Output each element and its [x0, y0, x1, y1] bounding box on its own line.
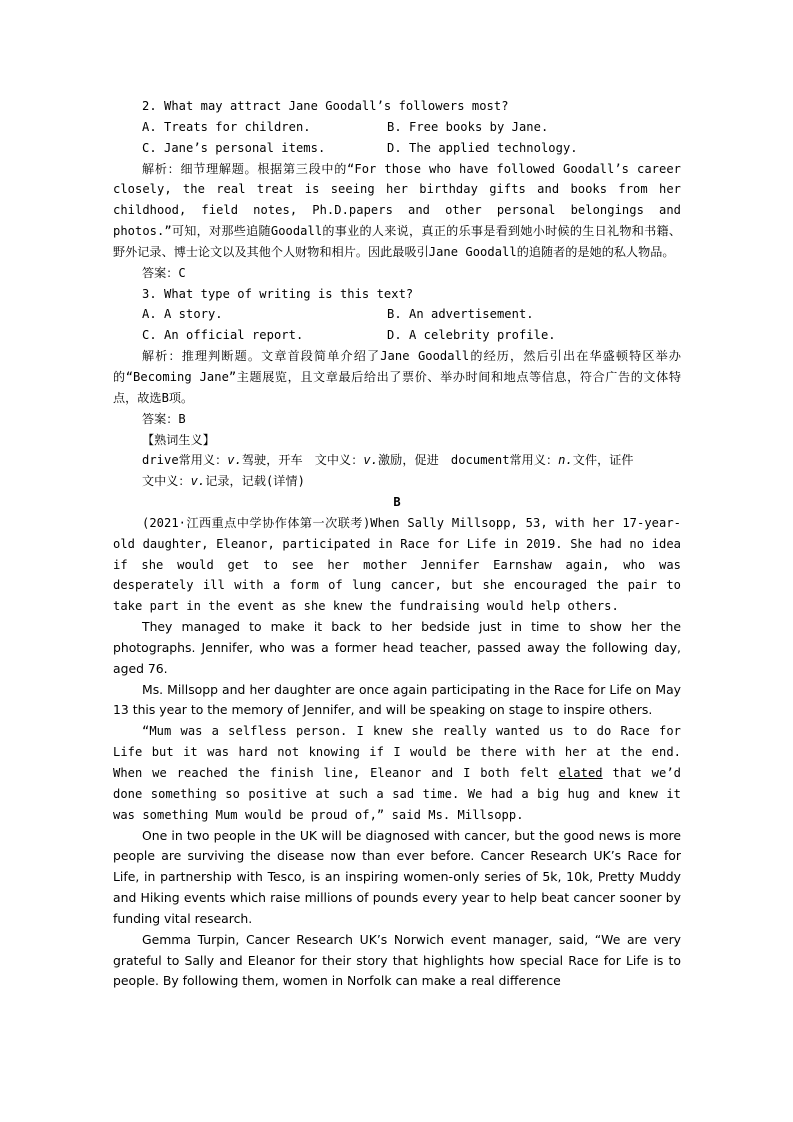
passage-b-paragraph-1: (2021·江西重点中学协作体第一次联考)When Sally Millsopp, 53, with her 17-year-old daughter, Eleanor, participated in Race for Life in 2019. She had no idea if she would get to see her mother Jennifer Earnshaw again, who was desperately ill with a form of lung cancer, but she encouraged the pair to take part in the event as she knew the fundraising would help others.	[113, 515, 681, 614]
option-d: D. A celebrity profile.	[387, 328, 556, 343]
passage-b-paragraph-4: “Mum was a selfless person. I knew she really wanted us to do Race for Life but it was hard not knowing if I would be there with her at the end. When we reached the finish line, Eleanor and I both felt elated that we’d done something so positive at such a sad time. We had a big hug and knew it was something Mum would be proud of,” said Ms. Millsopp.	[113, 724, 681, 822]
question-2-options-row-1	[113, 117, 681, 138]
question-2-options-row-2	[113, 138, 681, 159]
question-3-options-row-2	[113, 325, 681, 346]
vocab-heading: 【熟词生义】	[142, 432, 215, 447]
option-d: D. The applied technology.	[387, 140, 578, 155]
option-a: A. A story.	[142, 307, 223, 322]
underlined-word: elated	[558, 766, 603, 780]
option-b: B. An advertisement.	[387, 307, 534, 322]
question-3-analysis: 解析：推理判断题。文章首段简单介绍了Jane Goodall的经历，然后引出在华盛顿特区举办的“Becoming Jane”主题展览，且文章最后给出了票价、举办时间和地点等信息，符合广告的文体特点，故选B项。	[113, 349, 681, 405]
question-2-answer: 答案：C	[142, 265, 186, 280]
page-content	[113, 96, 681, 992]
question-3-answer: 答案：B	[142, 411, 186, 426]
passage-b-paragraph-6: Gemma Turpin, Cancer Research UK’s Norwich event manager, said, “We are very grateful to Sally and Eleanor for their story that highlights how special Race for Life is to people. By following them, women in Norfolk can make a real difference	[113, 931, 681, 989]
question-2-analysis: 解析：细节理解题。根据第三段中的“For those who have followed Goodall’s career closely, the real treat is seeing her birthday gifts and books from her childhood, field notes, Ph.D.papers and other personal belongings and photos.”可知，对那些追随Goodall的事业的人来说，真正的乐事是看到她小时候的生日礼物和书籍、野外记录、博士论文以及其他个人财物和相片。因此最吸引Jane Goodall的追随者的是她的私人物品。	[113, 161, 681, 259]
passage-b-paragraph-5: One in two people in the UK will be diagnosed with cancer, but the good news is more people are surviving the disease now than ever before. Cancer Research UK’s Race for Life, in partnership with Tesco, is an inspiring women-only series of 5k, 10k, Pretty Muddy and Hiking events which raise millions of pounds every year to help beat cancer sooner by funding vital research.	[113, 827, 681, 926]
option-a: A. Treats for children.	[142, 119, 311, 134]
question-3-options-row-1	[113, 304, 681, 325]
passage-b-paragraph-3: Ms. Millsopp and her daughter are once again participating in the Race for Life on May 13 this year to the memory of Jennifer, and will be speaking on stage to inspire others.	[113, 681, 681, 718]
question-2: 2. What may attract Jane Goodall’s followers most?	[142, 99, 509, 113]
vocab-line-2: 文中义：v.记录，记载(详情)	[142, 474, 305, 489]
question-3: 3. What type of writing is this text?	[142, 286, 414, 301]
passage-b-label: B	[393, 495, 401, 510]
vocab-line-1: drive常用义：v.驾驶，开车 文中义：v.激励，促进 document常用义：n.文件，证件	[142, 453, 634, 468]
option-b: B. Free books by Jane.	[387, 119, 549, 134]
option-c: C. An official report.	[142, 328, 304, 343]
option-c: C. Jane’s personal items.	[142, 140, 326, 155]
passage-b-paragraph-2: They managed to make it back to her bedside just in time to show her the photographs. Jennifer, who was a former head teacher, passed away the following day, aged 76.	[113, 619, 681, 676]
